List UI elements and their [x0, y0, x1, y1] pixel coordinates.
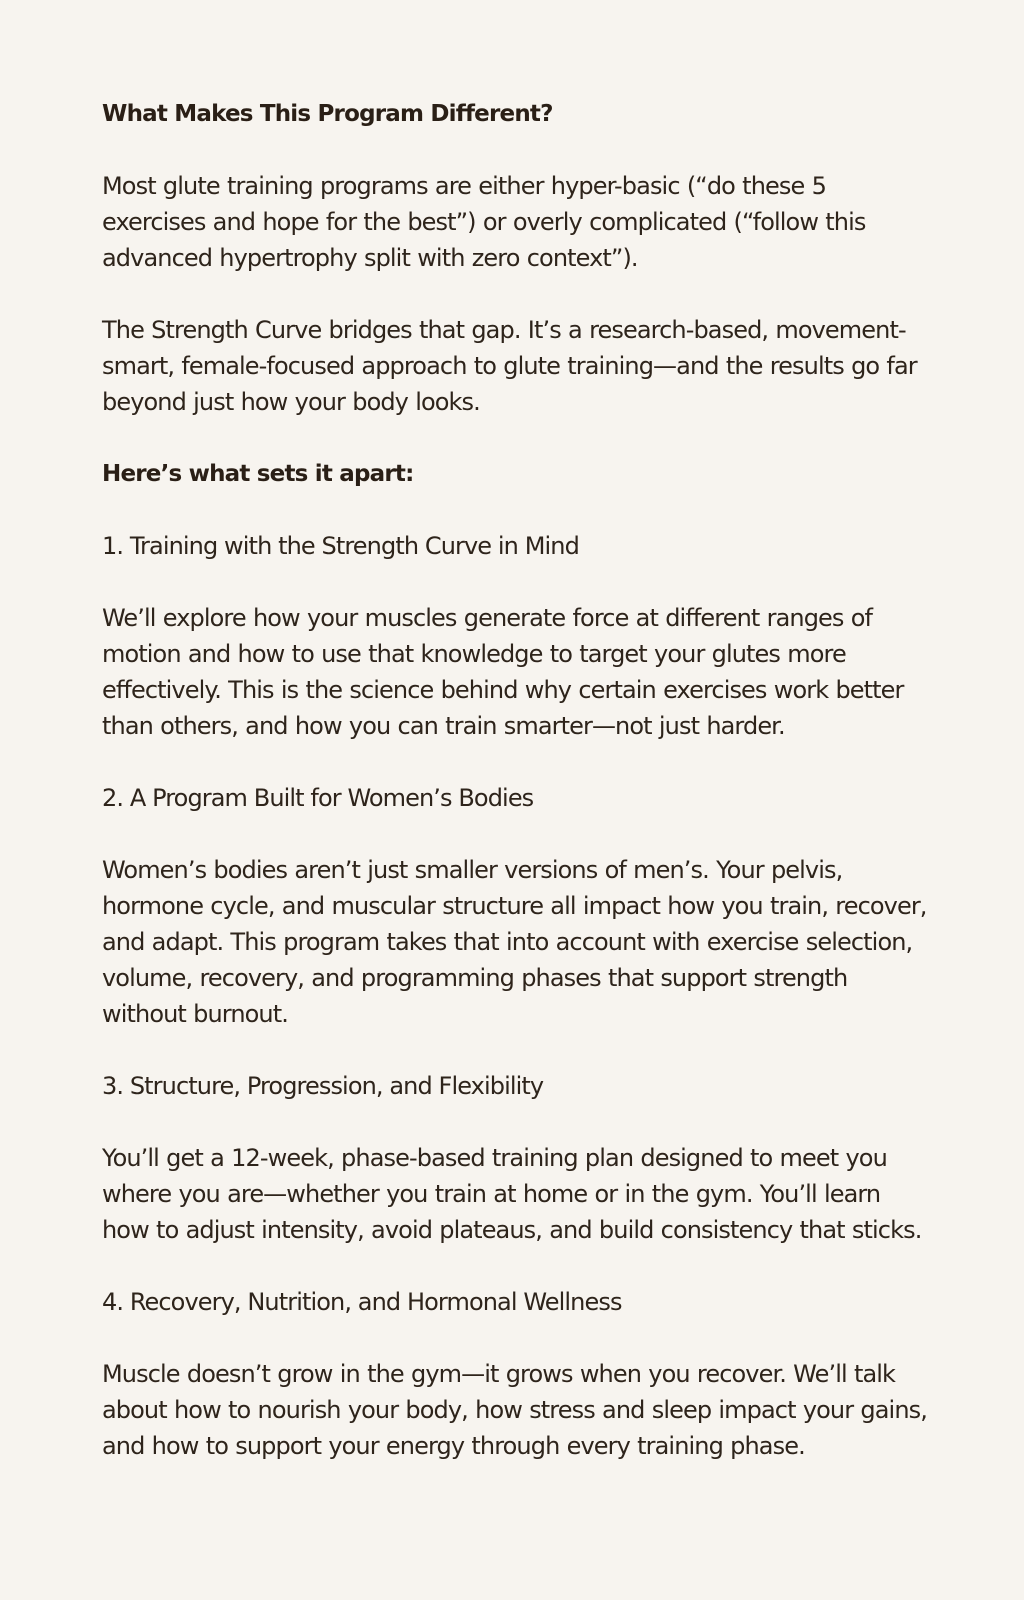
feature-body-4: Muscle doesn’t grow in the gym—it grows when you recover. We’ll talk about how to nourish your body, how stress and sleep impact your gains, and how to support your energy through every training phase. — [102, 1360, 927, 1460]
article-body — [102, 96, 932, 1464]
feature-title-4: 4. Recovery, Nutrition, and Hormonal Wellness — [102, 1288, 622, 1316]
page-title: What Makes This Program Different? — [102, 101, 553, 127]
intro-paragraph-1: Most glute training programs are either hyper-basic (“do these 5 exercises and hope for the best”) or overly complicated (“follow this advanced hypertrophy split with zero context”). — [102, 172, 866, 272]
feature-title-1: 1. Training with the Strength Curve in Mind — [102, 532, 579, 560]
feature-title-2: 2. A Program Built for Women’s Bodies — [102, 784, 534, 812]
feature-body-1: We’ll explore how your muscles generate force at different ranges of motion and how to use that knowledge to target your glutes more effectively. This is the science behind why certain exercises work better than others, and how you can train smarter—not just harder. — [102, 604, 904, 740]
feature-body-2: Women’s bodies aren’t just smaller versions of men’s. Your pelvis, hormone cycle, and muscular structure all impact how you train, recover, and adapt. This program takes that into account with exercise selection, volume, recovery, and programming phases that support strength without burnout. — [102, 856, 927, 1028]
feature-title-3: 3. Structure, Progression, and Flexibility — [102, 1072, 544, 1100]
feature-body-3: You’ll get a 12-week, phase-based training plan designed to meet you where you are—whether you train at home or in the gym. You’ll learn how to adjust intensity, avoid plateaus, and build consistency that sticks. — [102, 1144, 922, 1244]
section-heading: Here’s what sets it apart: — [102, 461, 414, 487]
intro-paragraph-2: The Strength Curve bridges that gap. It’s a research-based, movement-smart, female-focused approach to glute training—and the results go far beyond just how your body looks. — [102, 316, 917, 416]
